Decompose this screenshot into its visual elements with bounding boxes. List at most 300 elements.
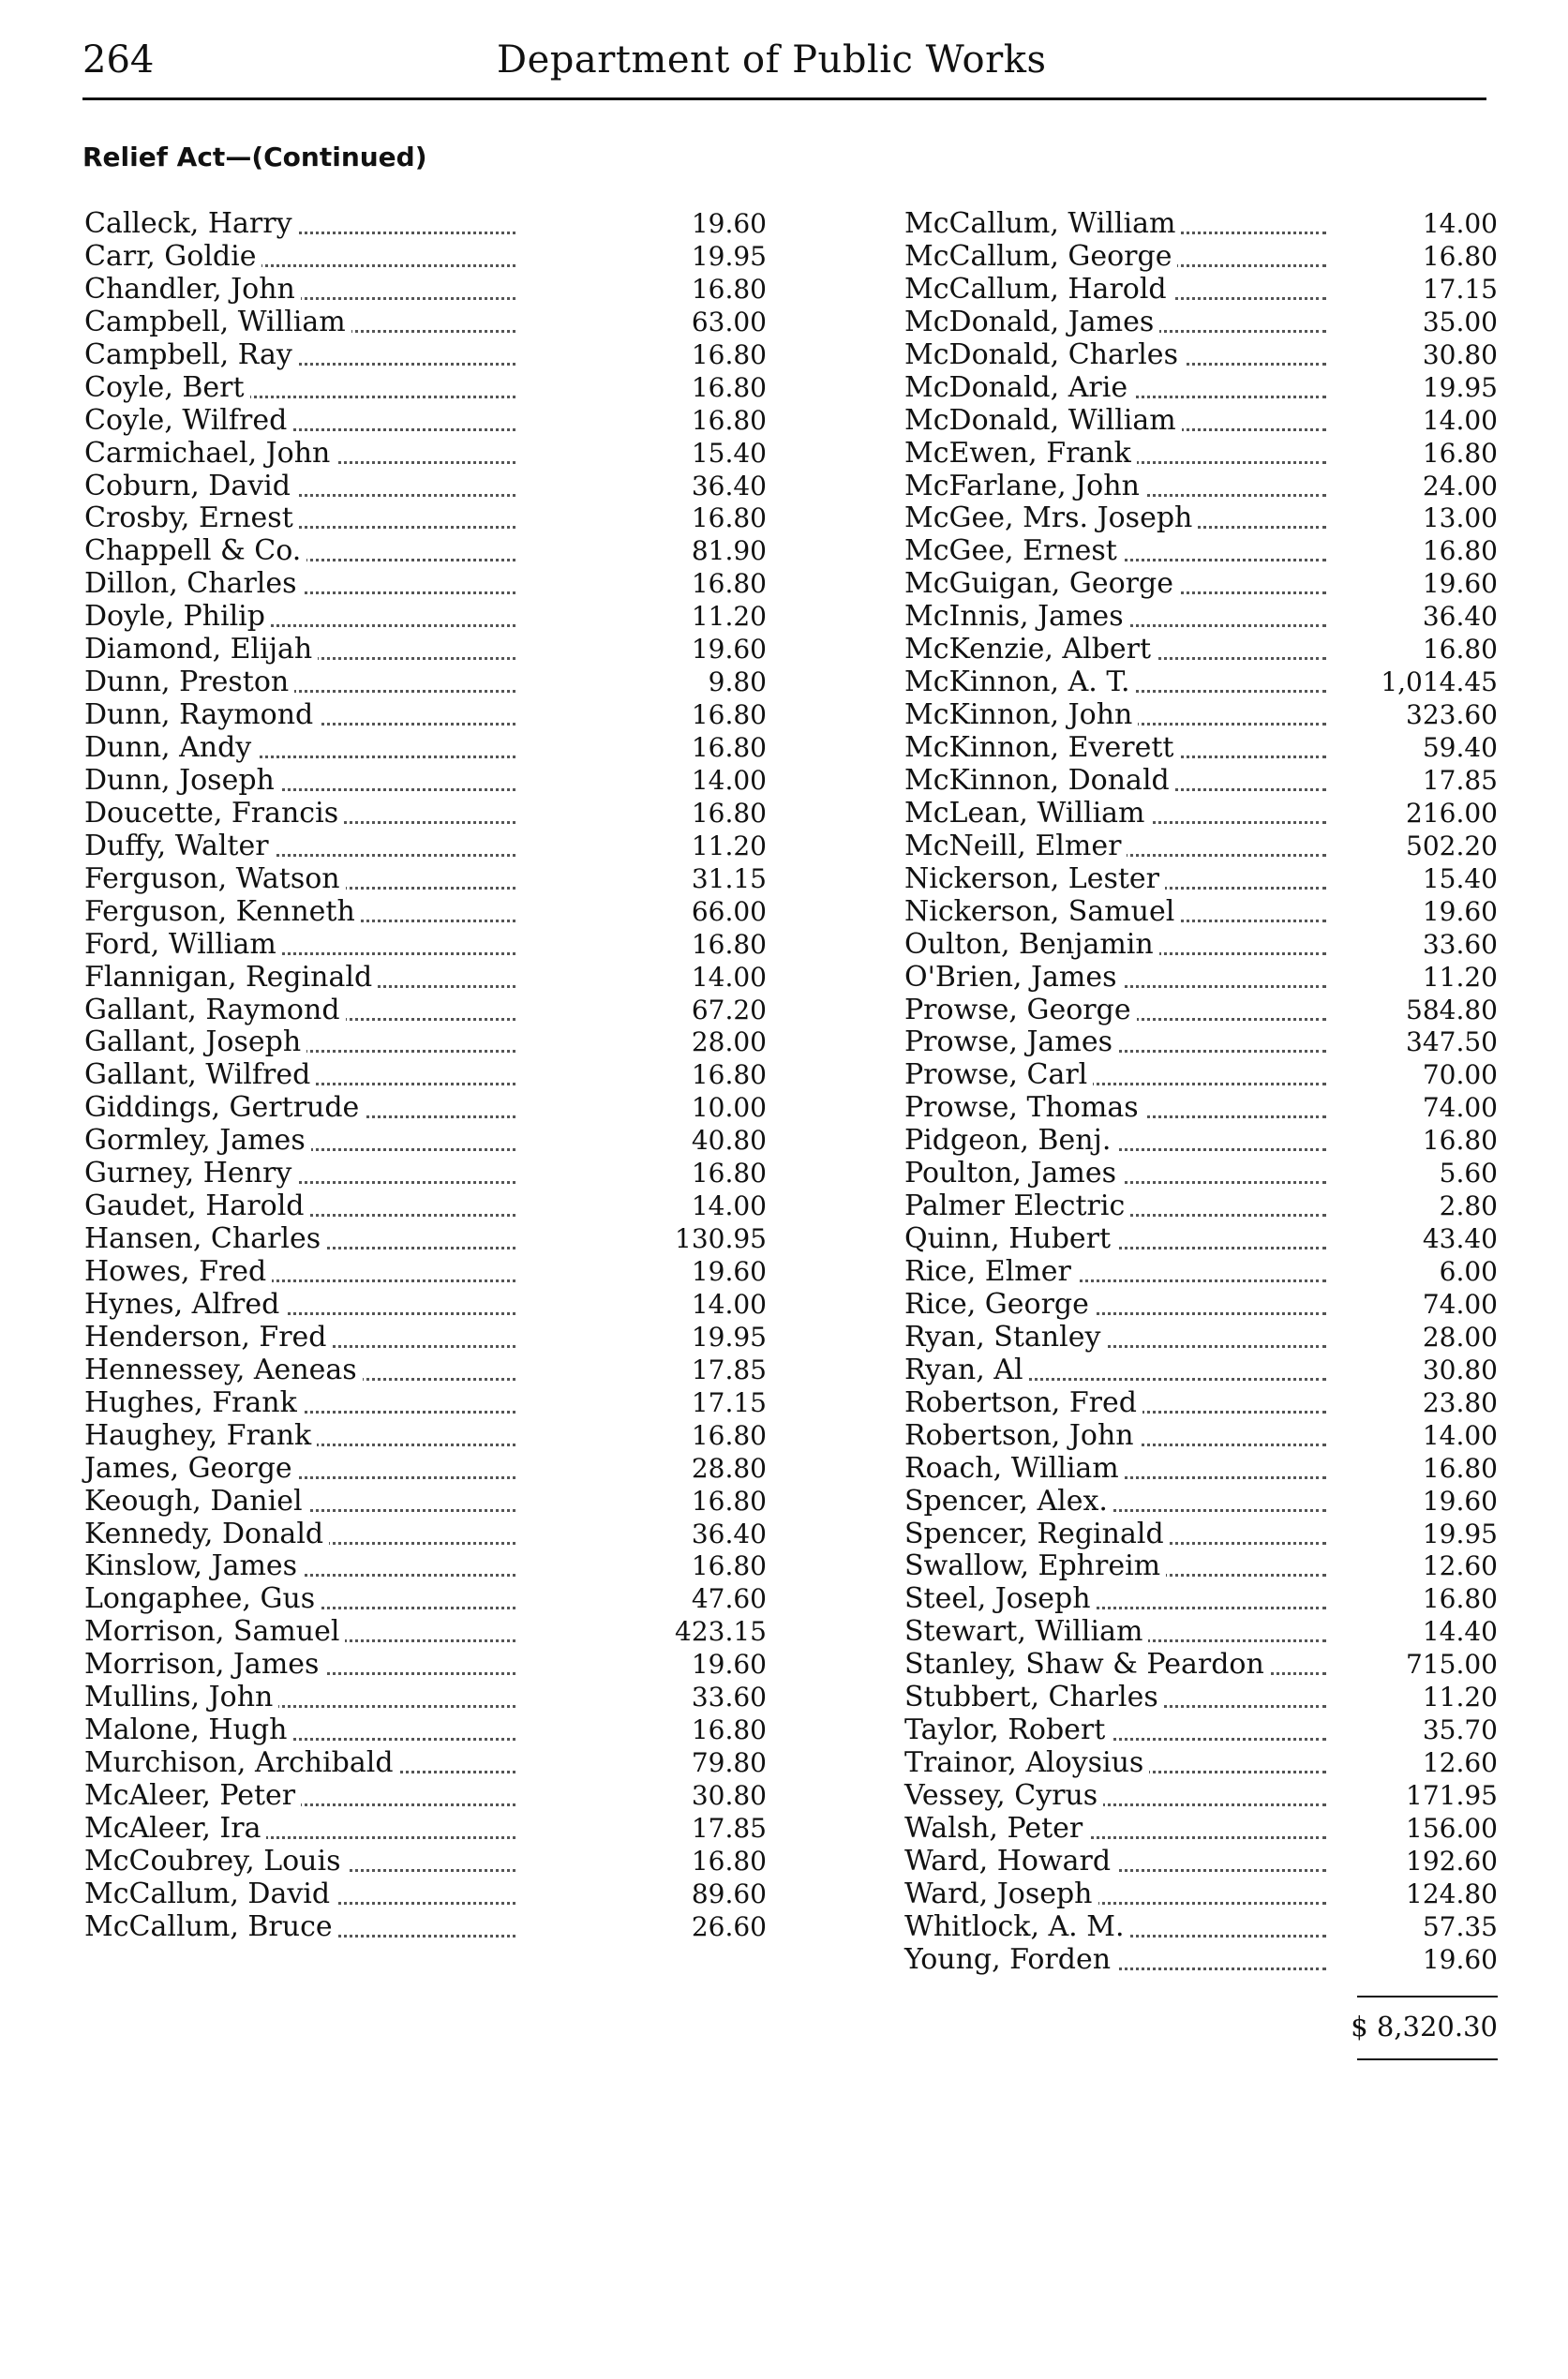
ledger-entry [84, 1517, 767, 1551]
ledger-entry [84, 1353, 767, 1387]
payment-amount: 16.80 [691, 273, 767, 305]
payee-name: Campbell, Ray [84, 339, 298, 372]
payment-amount: 15.40 [1422, 862, 1498, 894]
payee-name: McCallum, Bruce [84, 1911, 338, 1944]
ledger-entry [84, 1451, 767, 1486]
payee-name: Gallant, Raymond [84, 995, 346, 1027]
payee-name: Roach, William [904, 1453, 1125, 1486]
payee-name: Spencer, Alex. [904, 1486, 1113, 1519]
payee-name: McCoubrey, Louis [84, 1846, 347, 1878]
payee-name: Howes, Fred [84, 1256, 272, 1289]
payment-amount: 323.60 [1406, 699, 1498, 731]
payee-name: Chandler, John [84, 274, 301, 307]
payment-amount: 33.60 [1422, 928, 1498, 960]
payment-amount: 19.60 [691, 634, 767, 666]
payment-amount: 70.00 [1422, 1059, 1498, 1091]
ledger-entry [904, 1944, 1498, 1977]
payee-name: Morrison, James [84, 1649, 324, 1682]
payment-amount: 17.15 [1422, 273, 1498, 305]
payment-amount: 74.00 [1422, 1092, 1498, 1124]
ledger-entry [904, 929, 1498, 962]
payee-name: Calleck, Harry [84, 208, 298, 241]
payee-name: McKinnon, Everett [904, 732, 1179, 765]
left-column [84, 207, 767, 1944]
payment-amount: 35.70 [1422, 1714, 1498, 1746]
ledger-entry [84, 1418, 767, 1453]
payment-amount: 67.20 [691, 994, 767, 1025]
payment-amount: 35.00 [1422, 306, 1498, 337]
payee-name: Gallant, Joseph [84, 1026, 306, 1059]
total-rule-bottom [1357, 2058, 1498, 2060]
payee-name: Hennessey, Aeneas [84, 1354, 363, 1387]
payment-amount: 19.60 [691, 1256, 767, 1287]
ledger-entry [904, 535, 1498, 568]
ledger-entry [84, 239, 767, 274]
payee-name: Hynes, Alfred [84, 1289, 285, 1322]
payment-amount: 59.40 [1422, 732, 1498, 763]
payee-name: Coyle, Bert [84, 372, 250, 405]
ledger-entry [84, 436, 767, 471]
payee-name: Rice, George [904, 1289, 1095, 1322]
ledger-entry [904, 1583, 1498, 1616]
payment-amount: 30.80 [1422, 1354, 1498, 1385]
ledger-entry [904, 405, 1498, 438]
payee-name: Prowse, Carl [904, 1059, 1093, 1092]
payee-name: McCallum, David [84, 1878, 336, 1911]
ledger-entry [84, 894, 767, 929]
payee-name: Hughes, Frank [84, 1387, 303, 1420]
payment-amount: 16.80 [691, 1485, 767, 1517]
ledger-entry [904, 962, 1498, 995]
payment-amount: 10.00 [691, 1092, 767, 1124]
payee-name: O'Brien, James [904, 962, 1122, 995]
payment-amount: 423.15 [675, 1616, 767, 1648]
ledger-entry [84, 1320, 767, 1354]
payment-amount: 19.60 [1422, 1485, 1498, 1517]
payee-name: Coyle, Wilfred [84, 405, 292, 438]
payment-amount: 11.20 [1422, 961, 1498, 993]
payee-name: Diamond, Elijah [84, 634, 318, 666]
ledger-entry [84, 633, 767, 666]
payee-name: McNeill, Elmer [904, 830, 1127, 863]
ledger-entry [904, 1846, 1498, 1878]
payee-name: McAleer, Peter [84, 1780, 301, 1813]
ledger-entry [84, 1582, 767, 1616]
ledger-entry [84, 305, 767, 339]
ledger-entry [904, 1682, 1498, 1714]
ledger-entry [84, 370, 767, 405]
ledger-entry [84, 207, 767, 241]
payment-amount: 16.80 [691, 1158, 767, 1190]
payment-amount: 36.40 [691, 470, 767, 501]
ledger-entry [904, 1289, 1498, 1322]
payment-amount: 28.00 [691, 1026, 767, 1058]
payment-amount: 57.35 [1422, 1910, 1498, 1942]
ledger-entry [904, 568, 1498, 601]
section-heading: Relief Act—(Continued) [82, 142, 427, 172]
payment-amount: 16.80 [1422, 437, 1498, 469]
ledger-entry [904, 1223, 1498, 1256]
ledger-entry [84, 829, 767, 863]
ledger-entry [84, 337, 767, 372]
payment-amount: 19.60 [691, 208, 767, 239]
payment-amount: 16.80 [691, 1059, 767, 1091]
payee-name: Prowse, George [904, 995, 1137, 1027]
payee-name: Doucette, Francis [84, 798, 344, 830]
ledger-entry [904, 1649, 1498, 1682]
ledger-entry [84, 1124, 767, 1158]
ledger-entry [84, 763, 767, 798]
running-title: Department of Public Works [497, 38, 1047, 82]
payment-amount: 17.15 [691, 1386, 767, 1418]
ledger-entry [84, 1287, 767, 1322]
payee-name: Crosby, Ernest [84, 502, 299, 535]
payment-amount: 19.95 [691, 240, 767, 272]
ledger-entry [904, 863, 1498, 896]
payee-name: McLean, William [904, 798, 1151, 830]
ledger-entry [84, 534, 767, 568]
payment-amount: 171.95 [1406, 1780, 1498, 1811]
payee-name: Duffy, Walter [84, 830, 275, 863]
ledger-entry [904, 1878, 1498, 1911]
payment-amount: 5.60 [1439, 1158, 1498, 1190]
payment-amount: 2.80 [1439, 1190, 1498, 1222]
payee-name: Kinslow, James [84, 1550, 303, 1583]
payee-name: McKenzie, Albert [904, 634, 1157, 666]
ledger-entry [904, 208, 1498, 241]
ledger-entry [84, 1157, 767, 1190]
ledger-entry [84, 731, 767, 765]
payee-name: McKinnon, John [904, 699, 1138, 732]
ledger-entry [904, 339, 1498, 372]
payee-name: Haughey, Frank [84, 1420, 317, 1453]
payment-amount: 16.80 [691, 1845, 767, 1877]
payment-amount: 156.00 [1406, 1812, 1498, 1844]
payee-name: Ryan, Stanley [904, 1322, 1106, 1354]
payment-amount: 502.20 [1406, 830, 1498, 861]
payment-amount: 130.95 [675, 1223, 767, 1255]
payment-amount: 16.80 [691, 502, 767, 534]
ledger-entry [904, 1519, 1498, 1551]
ledger-entry [84, 1877, 767, 1911]
payment-amount: 19.95 [1422, 1518, 1498, 1549]
payee-name: Prowse, James [904, 1026, 1118, 1059]
payment-amount: 715.00 [1406, 1649, 1498, 1681]
payment-amount: 11.20 [1422, 1682, 1498, 1713]
ledger-entry [84, 501, 767, 535]
payee-name: Dunn, Andy [84, 732, 257, 765]
payee-name: Giddings, Gertrude [84, 1092, 365, 1125]
payment-amount: 23.80 [1422, 1386, 1498, 1418]
payee-name: Henderson, Fred [84, 1322, 333, 1354]
payee-name: Chappell & Co. [84, 535, 306, 568]
payment-amount: 63.00 [691, 306, 767, 337]
payment-amount: 14.00 [691, 1288, 767, 1320]
payee-name: McEwen, Frank [904, 438, 1137, 471]
payment-amount: 19.60 [1422, 1943, 1498, 1975]
payee-name: Trainor, Aloysius [904, 1747, 1149, 1780]
ledger-entry [84, 1746, 767, 1780]
page-header [82, 36, 1488, 92]
payee-name: Swallow, Ephreim [904, 1550, 1166, 1583]
ledger-entry [84, 272, 767, 307]
payee-name: Nickerson, Lester [904, 863, 1165, 896]
payee-name: Spencer, Reginald [904, 1519, 1170, 1551]
ledger-entry [904, 1125, 1498, 1158]
payee-name: Carmichael, John [84, 438, 336, 471]
payee-name: Keough, Daniel [84, 1486, 308, 1519]
payment-amount: 16.80 [691, 732, 767, 763]
payment-amount: 43.40 [1422, 1223, 1498, 1255]
payment-amount: 1,014.45 [1381, 666, 1498, 698]
payee-name: Pidgeon, Benj. [904, 1125, 1116, 1158]
payment-amount: 11.20 [691, 601, 767, 633]
payment-amount: 16.80 [1422, 240, 1498, 272]
payment-amount: 14.00 [1422, 208, 1498, 239]
ledger-entry [84, 698, 767, 732]
payee-name: McCallum, George [904, 241, 1177, 274]
ledger-entry [904, 896, 1498, 929]
ledger-entry [84, 1648, 767, 1682]
payee-name: McFarlane, John [904, 471, 1145, 503]
ledger-entry [904, 634, 1498, 666]
ledger-entry [84, 1058, 767, 1092]
payee-name: McGee, Ernest [904, 535, 1123, 568]
payee-name: Coburn, David [84, 471, 296, 503]
ledger-entry [904, 241, 1498, 274]
payment-amount: 30.80 [1422, 338, 1498, 370]
payee-name: Gaudet, Harold [84, 1190, 310, 1223]
ledger-entry [904, 1026, 1498, 1059]
header-rule [82, 97, 1486, 100]
ledger-entry [84, 1909, 767, 1944]
payment-amount: 14.00 [1422, 404, 1498, 436]
payment-amount: 16.80 [691, 1550, 767, 1582]
payment-amount: 216.00 [1406, 797, 1498, 829]
payment-amount: 19.60 [1422, 895, 1498, 927]
payment-amount: 16.80 [691, 338, 767, 370]
payee-name: Dunn, Raymond [84, 699, 319, 732]
ledger-entry [84, 1681, 767, 1714]
ledger-entry [84, 1549, 767, 1583]
payee-name: McKinnon, Donald [904, 765, 1175, 798]
page-number: 264 [82, 38, 155, 82]
ledger-entry [904, 1486, 1498, 1519]
payee-name: Whitlock, A. M. [904, 1911, 1130, 1944]
payee-name: McGee, Mrs. Joseph [904, 502, 1198, 535]
payment-amount: 124.80 [1406, 1878, 1498, 1909]
payment-amount: 14.00 [691, 961, 767, 993]
payment-amount: 16.80 [1422, 1583, 1498, 1615]
ledger-entry [904, 1322, 1498, 1354]
payee-name: Carr, Goldie [84, 241, 261, 274]
payment-amount: 81.90 [691, 535, 767, 567]
ledger-entry [904, 1714, 1498, 1747]
ledger-entry [904, 765, 1498, 798]
payee-name: Poulton, James [904, 1158, 1122, 1190]
payment-amount: 16.80 [1422, 634, 1498, 666]
payment-amount: 28.00 [1422, 1321, 1498, 1353]
ledger-entry [84, 1190, 767, 1223]
payee-name: McKinnon, A. T. [904, 666, 1136, 699]
payment-amount: 14.00 [691, 764, 767, 796]
payment-amount: 33.60 [691, 1682, 767, 1713]
payment-amount: 16.80 [691, 568, 767, 600]
payment-amount: 17.85 [691, 1354, 767, 1385]
payment-amount: 16.80 [691, 404, 767, 436]
ledger-entry [904, 274, 1498, 307]
payment-amount: 16.80 [691, 928, 767, 960]
payee-name: Flannigan, Reginald [84, 962, 378, 995]
payment-amount: 584.80 [1406, 994, 1498, 1025]
payee-name: Young, Forden [904, 1944, 1116, 1977]
payee-name: Walsh, Peter [904, 1813, 1088, 1846]
payment-amount: 14.40 [1422, 1616, 1498, 1648]
total-rule-top [1357, 1996, 1498, 1997]
payee-name: Hansen, Charles [84, 1223, 326, 1256]
ledger-entry [904, 1158, 1498, 1190]
payment-amount: 16.80 [1422, 535, 1498, 567]
ledger-entry [84, 1222, 767, 1256]
payee-name: Robertson, John [904, 1420, 1140, 1453]
ledger-entry [904, 1453, 1498, 1486]
payment-amount: 9.80 [708, 666, 767, 698]
payment-amount: 13.00 [1422, 502, 1498, 534]
ledger-entry [84, 1615, 767, 1649]
ledger-entry [904, 438, 1498, 471]
payee-name: Ward, Joseph [904, 1878, 1098, 1911]
payment-amount: 36.40 [1422, 601, 1498, 633]
payment-amount: 16.80 [691, 371, 767, 403]
payee-name: Steel, Joseph [904, 1583, 1097, 1616]
payee-name: McDonald, Arie [904, 372, 1133, 405]
payment-amount: 24.00 [1422, 470, 1498, 501]
right-column [904, 208, 1498, 1977]
ledger-entry [904, 1550, 1498, 1583]
payee-name: Rice, Elmer [904, 1256, 1077, 1289]
ledger-entry [84, 1255, 767, 1289]
payment-amount: 89.60 [691, 1878, 767, 1909]
payee-name: McInnis, James [904, 601, 1129, 634]
payee-name: Ferguson, Watson [84, 863, 346, 896]
payment-amount: 17.85 [691, 1812, 767, 1844]
ledger-entry [84, 403, 767, 438]
payment-amount: 26.60 [691, 1910, 767, 1942]
payee-name: Robertson, Fred [904, 1387, 1142, 1420]
ledger-entry [904, 1092, 1498, 1125]
ledger-entry [904, 1420, 1498, 1453]
ledger-entry [84, 1091, 767, 1125]
ledger-entry [84, 796, 767, 830]
payee-name: Dunn, Preston [84, 666, 294, 699]
payment-amount: 347.50 [1406, 1026, 1498, 1058]
ledger-entry [904, 995, 1498, 1027]
ledger-entry [904, 1354, 1498, 1387]
payment-amount: 16.80 [691, 1714, 767, 1746]
payment-amount: 74.00 [1422, 1288, 1498, 1320]
ledger-entry [904, 699, 1498, 732]
payee-name: Quinn, Hubert [904, 1223, 1116, 1256]
payee-name: Doyle, Philip [84, 601, 271, 634]
ledger-entry [904, 830, 1498, 863]
payment-amount: 19.95 [1422, 371, 1498, 403]
payee-name: Gormley, James [84, 1125, 311, 1158]
payee-name: McCallum, Harold [904, 274, 1172, 307]
payment-amount: 19.60 [1422, 568, 1498, 600]
payee-name: McDonald, Charles [904, 339, 1184, 372]
ledger-entry [904, 1780, 1498, 1813]
ledger-entry [904, 732, 1498, 765]
ledger-entry [904, 1059, 1498, 1092]
payee-name: Vessey, Cyrus [904, 1780, 1103, 1813]
ledger-entry [904, 1911, 1498, 1944]
payment-amount: 66.00 [691, 895, 767, 927]
payee-name: Kennedy, Donald [84, 1519, 329, 1551]
ledger-entry [904, 1813, 1498, 1846]
payment-amount: 17.85 [1422, 764, 1498, 796]
payment-amount: 11.20 [691, 830, 767, 861]
payee-name: Morrison, Samuel [84, 1616, 345, 1649]
ledger-entry [904, 666, 1498, 699]
payment-amount: 30.80 [691, 1780, 767, 1811]
payment-amount: 31.15 [691, 862, 767, 894]
ledger-entry [84, 469, 767, 503]
payment-amount: 47.60 [691, 1583, 767, 1615]
ledger-entry [84, 567, 767, 601]
ledger-entry [904, 307, 1498, 339]
payee-name: James, George [84, 1453, 298, 1486]
payee-name: Prowse, Thomas [904, 1092, 1144, 1125]
ledger-entry [84, 600, 767, 634]
ledger-entry [84, 927, 767, 962]
payee-name: Ryan, Al [904, 1354, 1029, 1387]
payment-amount: 28.80 [691, 1452, 767, 1484]
payment-amount: 16.80 [1422, 1452, 1498, 1484]
payee-name: McGuigan, George [904, 568, 1179, 601]
ledger-entry [904, 1190, 1498, 1223]
payee-name: Dunn, Joseph [84, 765, 280, 798]
payment-amount: 16.80 [691, 699, 767, 731]
ledger-entry [904, 372, 1498, 405]
ledger-entry [84, 1385, 767, 1420]
payee-name: Dillon, Charles [84, 568, 303, 601]
ledger-entry [904, 1747, 1498, 1780]
payee-name: Stewart, William [904, 1616, 1148, 1649]
payee-name: Gallant, Wilfred [84, 1059, 316, 1092]
payee-name: Gurney, Henry [84, 1158, 297, 1190]
payment-amount: 16.80 [691, 1419, 767, 1451]
payee-name: Campbell, William [84, 307, 351, 339]
payment-amount: 16.80 [691, 797, 767, 829]
payment-amount: 40.80 [691, 1125, 767, 1157]
ledger-entry [904, 601, 1498, 634]
payee-name: Ford, William [84, 929, 282, 962]
ledger-entry [84, 1025, 767, 1059]
payee-name: McDonald, William [904, 405, 1182, 438]
payment-amount: 36.40 [691, 1518, 767, 1549]
payee-name: Nickerson, Samuel [904, 896, 1180, 929]
ledger-entry [904, 1256, 1498, 1289]
payment-amount: 79.80 [691, 1747, 767, 1779]
payee-name: Ferguson, Kenneth [84, 896, 361, 929]
payment-amount: 12.60 [1422, 1550, 1498, 1582]
payee-name: Malone, Hugh [84, 1714, 292, 1747]
payment-amount: 16.80 [1422, 1125, 1498, 1157]
ledger-entry [84, 960, 767, 995]
payment-amount: 192.60 [1406, 1845, 1498, 1877]
payee-name: Stanley, Shaw & Peardon [904, 1649, 1270, 1682]
payment-amount: 15.40 [691, 437, 767, 469]
